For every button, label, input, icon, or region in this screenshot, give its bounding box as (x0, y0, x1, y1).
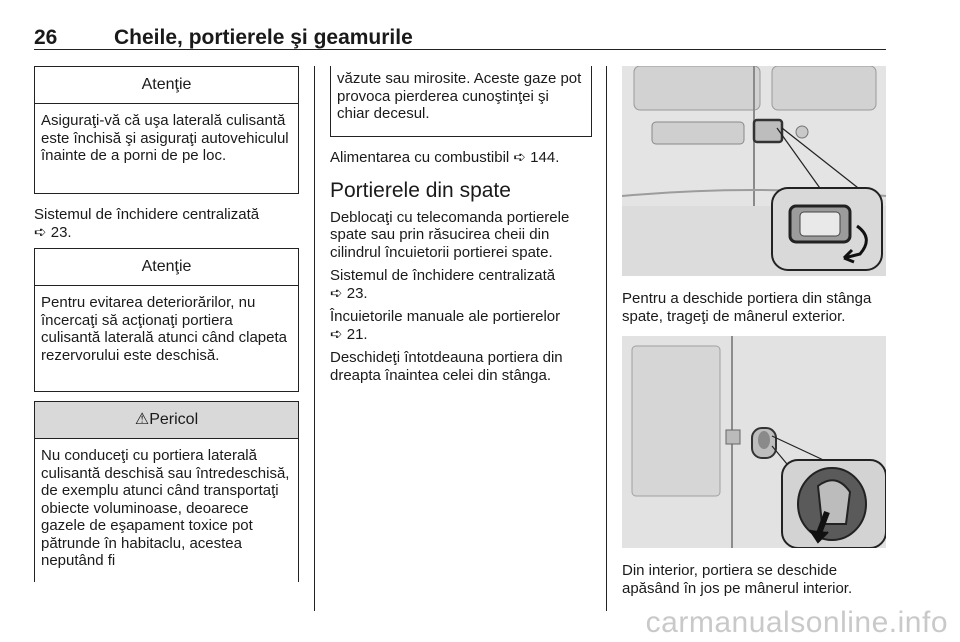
ref-arrow-icon: ➪ (330, 284, 343, 302)
warning-triangle-icon: ⚠ (134, 411, 150, 428)
interior-handle-illustration (622, 336, 886, 548)
rear-door-interior-figure (622, 336, 886, 548)
danger-box (34, 401, 299, 582)
page-number: 26 (34, 26, 58, 49)
cross-reference (34, 206, 304, 241)
fuel-ref-page-link[interactable]: 144. (530, 149, 560, 166)
watermark: carmanualsonline.info (645, 606, 948, 639)
warning-heading: Atenţie (35, 67, 298, 104)
ref-text: Încuietorile manuale ale portierelor (330, 308, 561, 325)
figure-caption-2 (622, 562, 888, 597)
column-divider-1 (314, 66, 315, 611)
section-title: Portierele din spate (330, 178, 511, 202)
ref-arrow-icon: ➪ (330, 325, 343, 343)
rear-door-illustration (622, 66, 886, 276)
ref-arrow-icon: ➪ (34, 223, 47, 241)
paragraph-unlock: Deblocaţi cu telecomanda portierele spate sau prin răsucirea cheii din cilindrul încuietorii portierei spate. (330, 208, 570, 261)
fuel-ref-text: Alimentarea cu combustibil (330, 149, 510, 166)
danger-box-continued (330, 66, 592, 137)
paragraph-open-order: Deschideţi întotdeauna portiera din dreapta înaintea celei din stânga. (330, 349, 563, 384)
warning-box-2 (34, 248, 299, 392)
warning-text: Asiguraţi-vă că uşa laterală culisantă este închisă şi asiguraţi autovehiculul înainte de a porni de pe loc. (41, 112, 289, 164)
warning-heading: Atenţie (35, 249, 298, 286)
page-title: Cheile, portierele şi geamurile (114, 26, 413, 49)
ref-page-link[interactable]: 23. (50, 223, 72, 241)
header-rule (34, 49, 886, 50)
danger-text-continued: văzute sau mirosite. Aceste gaze pot provoca pierderea cunoştinţei şi chiar decesul. (337, 70, 582, 122)
warning-box-1 (34, 66, 299, 194)
ref-page-link[interactable]: 23. (346, 284, 368, 302)
ref-text: Sistemul de închidere centralizată (34, 206, 260, 223)
column-divider-2 (606, 66, 607, 611)
figure-caption-1 (622, 290, 888, 325)
rear-door-exterior-figure (622, 66, 886, 276)
danger-text: Nu conduceţi cu portiera laterală culisantă deschisă sau întredeschisă, de exemplu atunci când transportaţi obiecte voluminoase, deoarece gazele de eşapament toxice pot pătrunde în habitaclu, acestea neputând fi (41, 447, 290, 569)
column-2-text (330, 149, 598, 384)
caption-exterior-handle: Pentru a deschide portiera din stânga spate, trageţi de mânerul exterior. (622, 290, 872, 325)
ref-page-link[interactable]: 21. (346, 325, 368, 343)
ref-arrow-icon: ➪ (513, 149, 526, 166)
caption-interior-handle: Din interior, portiera se deschide apăsând în jos pe mânerul interior. (622, 562, 853, 597)
ref-text: Sistemul de închidere centralizată (330, 267, 556, 284)
danger-heading (35, 402, 298, 439)
danger-heading-label: Pericol (149, 411, 199, 428)
warning-text: Pentru evitarea deteriorărilor, nu încercaţi să acţionaţi portiera culisantă laterală atunci când clapeta rezervorului este deschisă. (41, 294, 287, 364)
